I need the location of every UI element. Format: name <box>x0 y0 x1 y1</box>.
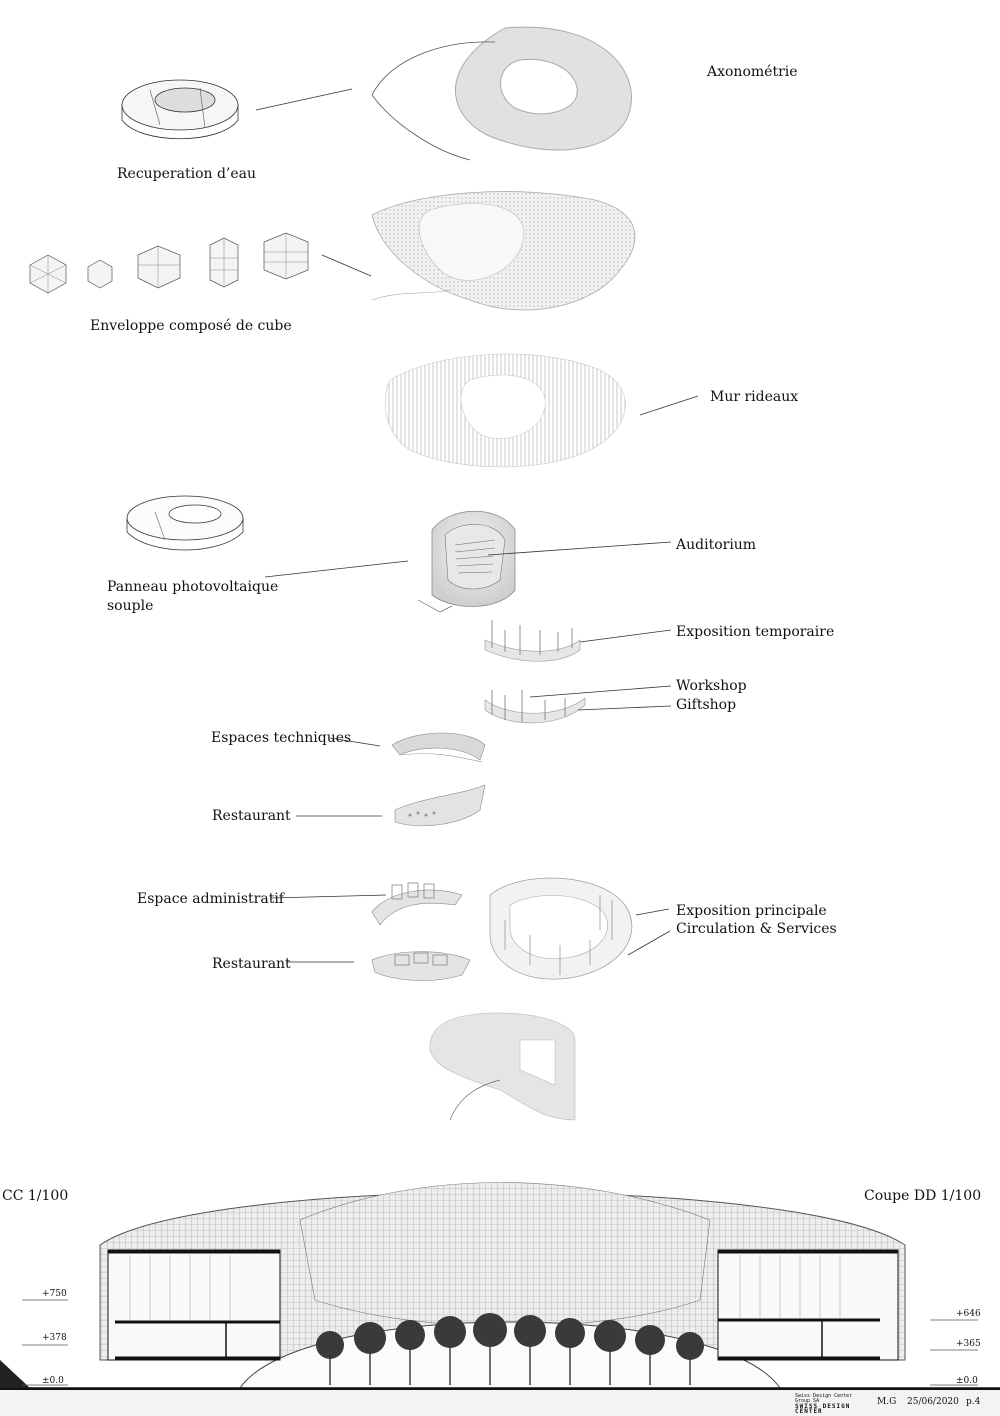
company-logo: Swiss Design Center Group SA SWISS DESIGN CENTER <box>795 1393 853 1415</box>
label-giftshop: Giftshop <box>676 697 737 713</box>
label-espace-administratif: Espace administratif <box>137 891 284 907</box>
label-mur-rideaux: Mur rideaux <box>710 389 799 405</box>
curtain-wall <box>385 354 625 467</box>
footer-bar <box>0 1388 1000 1416</box>
administrative-slab <box>372 883 462 925</box>
section-title-dd: Coupe DD 1/100 <box>864 1188 982 1204</box>
label-restaurant-upper: Restaurant <box>212 808 291 824</box>
footer-date: 25/06/2020 <box>907 1397 959 1407</box>
photovoltaic-thumbnail <box>127 496 243 550</box>
label-restaurant-lower: Restaurant <box>212 956 291 972</box>
level-right-mid: +365 <box>956 1339 981 1349</box>
temporary-exhibition-slab <box>485 620 580 661</box>
restaurant-lower-slab <box>372 952 470 981</box>
label-expo-temporaire: Exposition temporaire <box>676 624 835 640</box>
water-collection-thumbnail <box>122 80 238 139</box>
label-enveloppe: Enveloppe composé de cube <box>90 318 292 334</box>
label-circulation: Circulation & Services <box>676 921 837 937</box>
label-expo-principale: Exposition principale <box>676 903 827 919</box>
label-workshop: Workshop <box>676 678 747 694</box>
label-recuperation: Recuperation d’eau <box>117 166 257 182</box>
workshop-giftshop-slab <box>485 690 585 723</box>
level-right-upper: +646 <box>956 1309 981 1319</box>
level-left-mid: +378 <box>42 1333 67 1343</box>
label-espaces-techniques: Espaces techniques <box>211 730 352 746</box>
page-title: Axonométrie <box>707 64 798 80</box>
section-title-cc: CC 1/100 <box>2 1188 69 1204</box>
cube-envelope <box>372 192 635 310</box>
roof-ring <box>372 27 631 160</box>
label-panneau-line1: Panneau photovoltaique <box>107 579 279 595</box>
ground-slab <box>430 1013 575 1120</box>
label-auditorium: Auditorium <box>676 537 757 553</box>
main-exhibition-ring <box>490 878 632 979</box>
level-left-ground: ±0.0 <box>42 1376 64 1386</box>
cube-modules <box>30 233 308 293</box>
label-panneau-line2: souple <box>107 598 154 614</box>
footer-page: p.4 <box>966 1397 981 1407</box>
level-right-ground: ±0.0 <box>956 1376 978 1386</box>
level-left-upper: +750 <box>42 1289 67 1299</box>
restaurant-upper-slab <box>395 785 485 826</box>
technical-spaces-slab <box>392 733 485 762</box>
section-drawing <box>0 1183 1000 1389</box>
auditorium-volume <box>418 511 515 612</box>
footer-author: M.G <box>877 1397 897 1407</box>
